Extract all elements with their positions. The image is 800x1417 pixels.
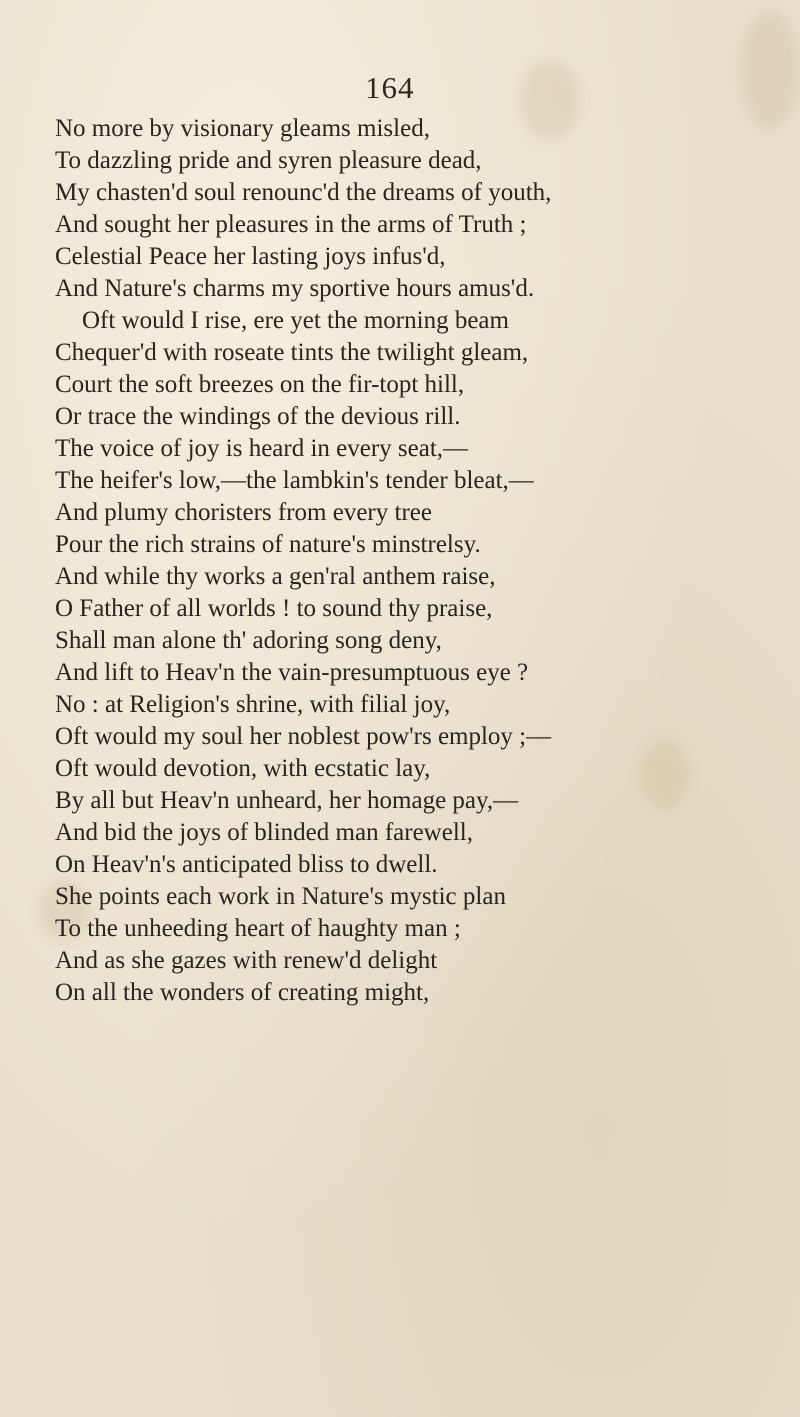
poem-line: Celestial Peace her lasting joys infus'd, xyxy=(55,243,446,270)
poem-line: On Heav'n's anticipated bliss to dwell. xyxy=(55,851,438,878)
paper-stain xyxy=(640,740,690,810)
poem-line: And Nature's charms my sportive hours amus'd. xyxy=(55,275,535,302)
poem-line: Chequer'd with roseate tints the twilight gleam, xyxy=(55,339,529,366)
poem-line: To the unheeding heart of haughty man ; xyxy=(55,915,461,942)
poem-line: And as she gazes with renew'd delight xyxy=(55,947,438,974)
poem-line: And while thy works a gen'ral anthem raise, xyxy=(55,563,496,590)
poem-line: Oft would I rise, ere yet the morning beam xyxy=(82,307,509,334)
poem-line: Or trace the windings of the devious rill. xyxy=(55,403,461,430)
poem-line: No : at Religion's shrine, with filial joy, xyxy=(55,691,451,718)
poem-line: Pour the rich strains of nature's minstrelsy. xyxy=(55,531,481,558)
poem-line: O Father of all worlds ! to sound thy praise, xyxy=(55,595,493,622)
paper-stain xyxy=(740,10,800,130)
poem-line: Court the soft breezes on the fir-topt hill, xyxy=(55,371,465,398)
poem-line: Oft would my soul her noblest pow'rs employ ;— xyxy=(55,723,552,750)
poem-line: No more by visionary gleams misled, xyxy=(55,115,430,142)
paper-stain xyxy=(520,60,580,140)
poem-line: She points each work in Nature's mystic plan xyxy=(55,883,506,910)
poem-line: To dazzling pride and syren pleasure dead, xyxy=(55,147,482,174)
poem-line: Shall man alone th' adoring song deny, xyxy=(55,627,442,654)
poem-line: And lift to Heav'n the vain-presumptuous eye ? xyxy=(55,659,529,686)
page-number: 164 xyxy=(365,70,415,105)
poem-line: And plumy choristers from every tree xyxy=(55,499,432,526)
poem-line: And bid the joys of blinded man farewell, xyxy=(55,819,473,846)
poem-line: And sought her pleasures in the arms of Truth ; xyxy=(55,211,527,238)
poem-line: By all but Heav'n unheard, her homage pay,— xyxy=(55,787,519,814)
poem-line: Oft would devotion, with ecstatic lay, xyxy=(55,755,431,782)
poem-line: The voice of joy is heard in every seat,— xyxy=(55,435,469,462)
poem-line: On all the wonders of creating might, xyxy=(55,979,430,1006)
poem-line: The heifer's low,—the lambkin's tender bleat,— xyxy=(55,467,534,494)
poem-line: My chasten'd soul renounc'd the dreams of youth, xyxy=(55,179,552,206)
